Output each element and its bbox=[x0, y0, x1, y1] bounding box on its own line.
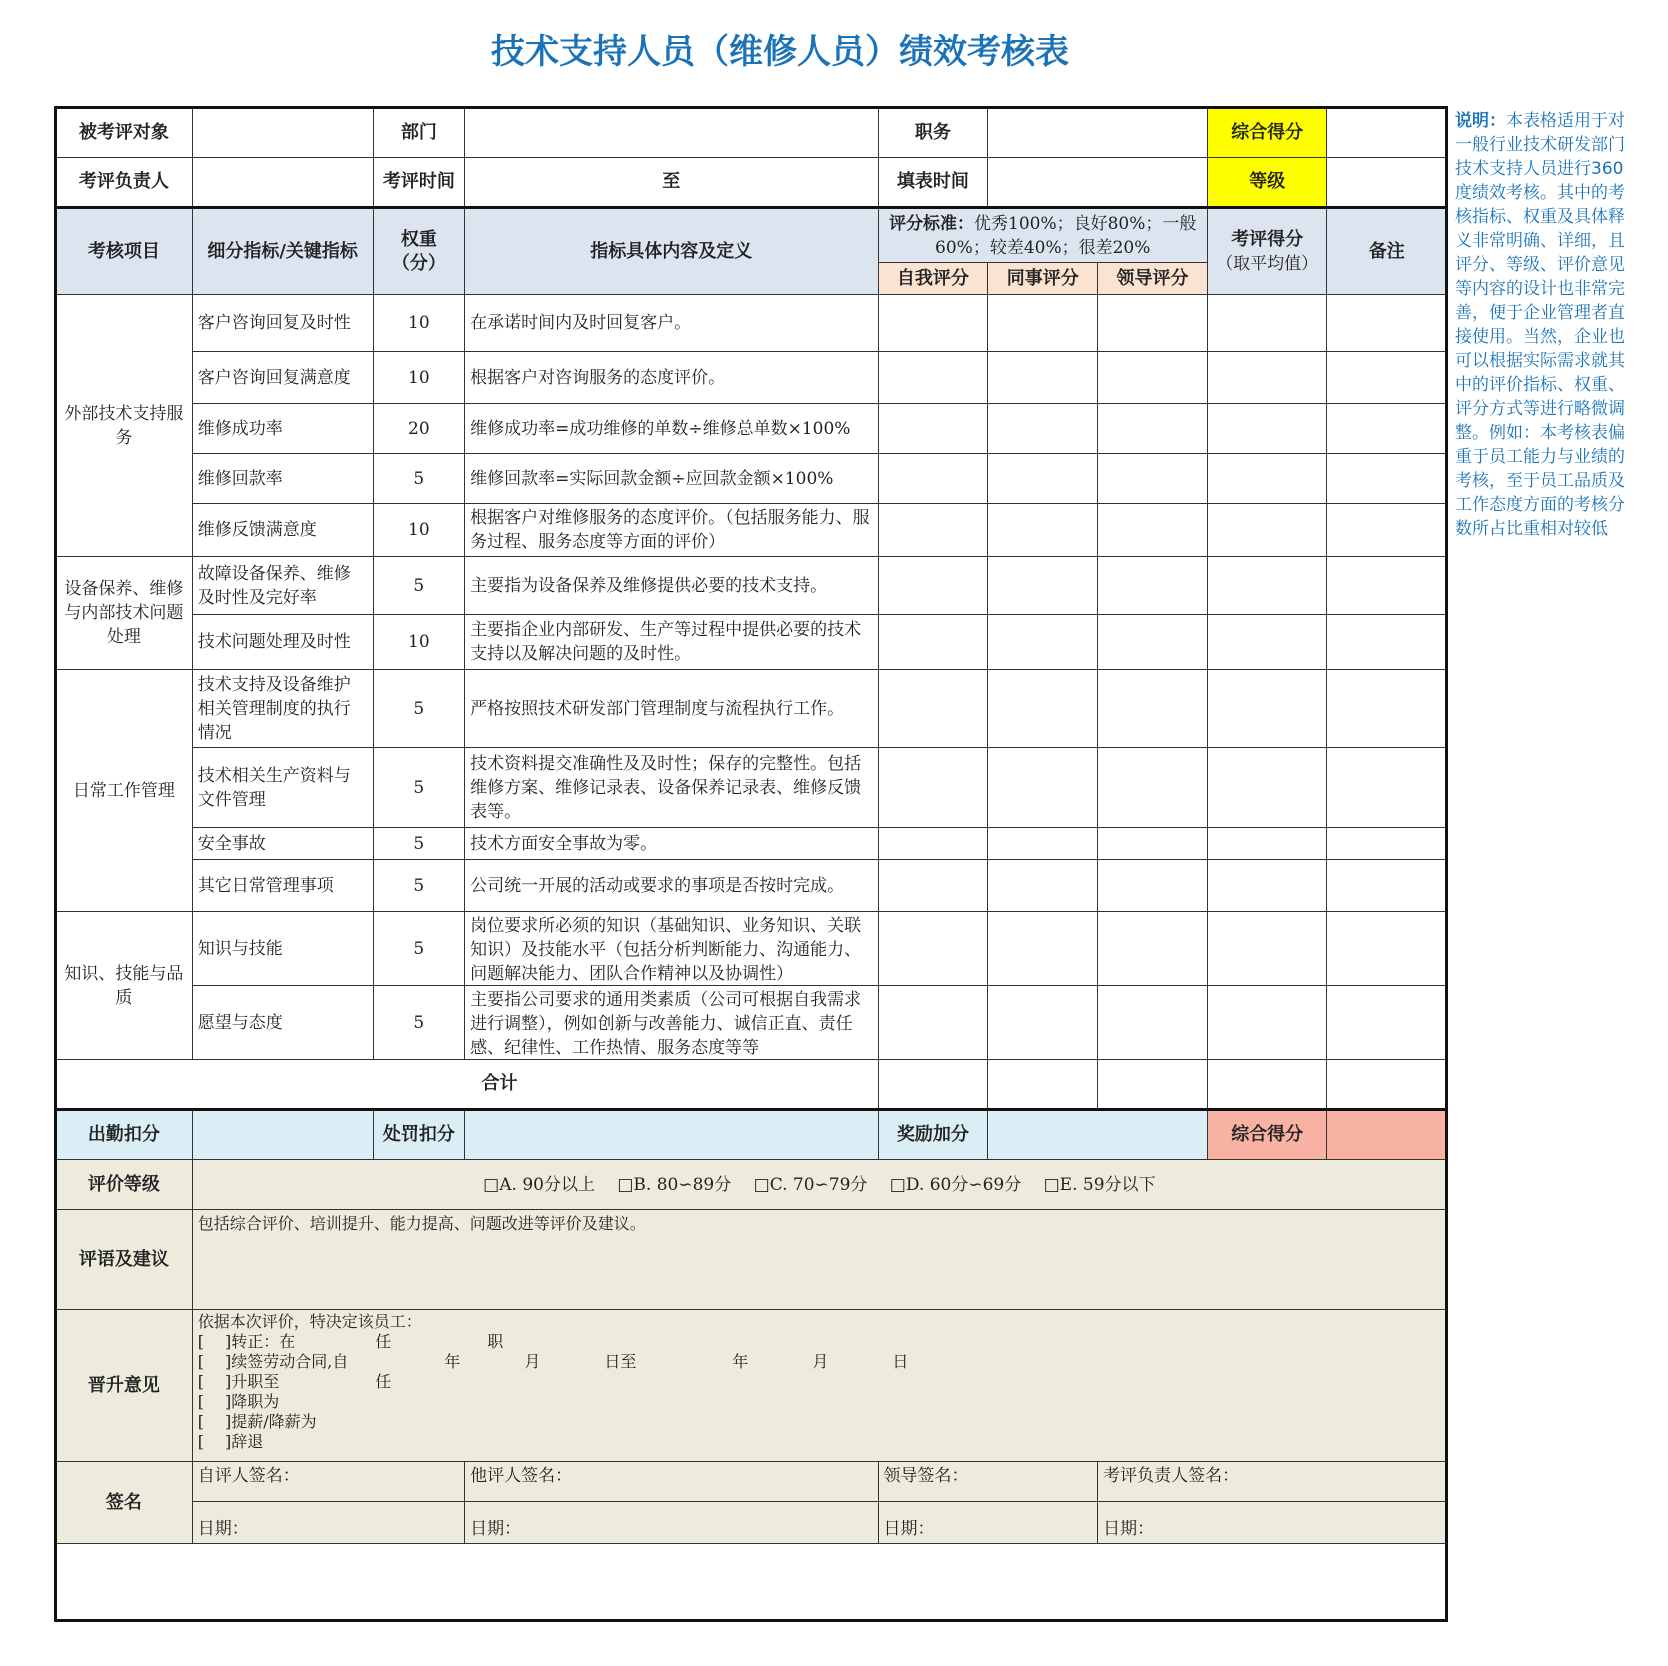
remark-cell[interactable] bbox=[1327, 670, 1447, 748]
eval-time-field[interactable]: 至 bbox=[465, 158, 878, 208]
indicator-definition-text: 技术方面安全事故为零。 bbox=[470, 833, 658, 854]
peer-score-cell[interactable] bbox=[988, 828, 1098, 860]
indicator-name: 维修成功率 bbox=[192, 404, 373, 454]
peer-score-cell[interactable] bbox=[988, 295, 1098, 352]
indicator-definition-text: 主要指为设备保养及维修提供必要的技术支持。 bbox=[470, 575, 828, 596]
indicator-weight: 5 bbox=[373, 557, 465, 615]
remark-cell[interactable] bbox=[1327, 404, 1447, 454]
remark-cell[interactable] bbox=[1327, 615, 1447, 670]
total-label: 合计 bbox=[56, 1060, 879, 1110]
indicator-definition-text: 岗位要求所必须的知识（基础知识、业务知识、关联知识）及技能水平（包括分析判断能力、沟通能力、问题解决能力、团队合作精神以及协调性） bbox=[470, 916, 862, 983]
fill-time-field[interactable] bbox=[988, 158, 1208, 208]
indicator-weight: 5 bbox=[373, 454, 465, 504]
col-definition: 指标具体内容及定义 bbox=[465, 208, 878, 295]
self-score-cell[interactable] bbox=[878, 295, 988, 352]
col-score bbox=[1207, 208, 1327, 295]
indicator-definition bbox=[465, 295, 878, 352]
indicator-weight: 20 bbox=[373, 404, 465, 454]
avg-score-cell[interactable] bbox=[1207, 828, 1327, 860]
promotion-renew[interactable]: [ ]续签劳动合同,自 年 月 日至 年 月 日 bbox=[197, 1352, 909, 1371]
remark-cell[interactable] bbox=[1327, 454, 1447, 504]
comments-field[interactable]: 包括综合评价、培训提升、能力提高、问题改进等评价及建议。 bbox=[192, 1210, 1446, 1310]
avg-score-cell[interactable] bbox=[1207, 295, 1327, 352]
avg-score-cell[interactable] bbox=[1207, 748, 1327, 828]
total-remark[interactable] bbox=[1327, 1060, 1447, 1110]
leader-score-cell[interactable] bbox=[1098, 404, 1208, 454]
remark-cell[interactable] bbox=[1327, 352, 1447, 404]
indicator-definition-text: 主要指公司要求的通用类素质（公司可根据自我需求进行调整），例如创新与改善能力、诚信正直、责任感、纪律性、工作热情、服务态度等等 bbox=[470, 990, 862, 1057]
indicator-definition-text: 技术资料提交准确性及及时性；保存的完整性。包括维修方案、维修记录表、设备保养记录表、维修反馈表等。 bbox=[470, 753, 862, 822]
indicator-name: 安全事故 bbox=[192, 828, 373, 860]
indicator-definition bbox=[465, 352, 878, 404]
leader-score-cell[interactable] bbox=[1098, 986, 1208, 1060]
owner-date[interactable]: 日期： bbox=[1098, 1502, 1447, 1544]
col-score-title: 考评得分 bbox=[1231, 228, 1304, 250]
attendance-label: 出勤扣分 bbox=[56, 1110, 193, 1160]
leader-date[interactable]: 日期： bbox=[878, 1502, 1098, 1544]
note-label: 说明： bbox=[1455, 111, 1506, 131]
promotion-demote[interactable]: [ ]降职为 bbox=[197, 1392, 280, 1411]
group-name: 知识、技能与品质 bbox=[56, 912, 193, 1060]
owner-label: 考评负责人 bbox=[56, 158, 193, 208]
indicator-definition bbox=[465, 912, 878, 986]
leader-score-cell[interactable] bbox=[1098, 670, 1208, 748]
indicator-name: 技术相关生产资料与文件管理 bbox=[192, 748, 373, 828]
indicator-weight: 5 bbox=[373, 670, 465, 748]
self-score-cell[interactable] bbox=[878, 454, 988, 504]
group-name: 日常工作管理 bbox=[56, 670, 193, 912]
indicator-name: 维修回款率 bbox=[192, 454, 373, 504]
dept-label: 部门 bbox=[373, 108, 465, 158]
indicator-row bbox=[56, 404, 1447, 454]
peer-score-cell[interactable] bbox=[988, 670, 1098, 748]
adjusted-score-field[interactable] bbox=[1327, 1110, 1447, 1160]
indicator-definition bbox=[465, 615, 878, 670]
peer-score-cell[interactable] bbox=[988, 986, 1098, 1060]
indicator-weight: 10 bbox=[373, 352, 465, 404]
remark-cell[interactable] bbox=[1327, 504, 1447, 557]
total-score-label: 综合得分 bbox=[1207, 108, 1327, 158]
adjusted-score-label: 综合得分 bbox=[1207, 1110, 1327, 1160]
self-signature[interactable]: 自评人签名： bbox=[192, 1462, 464, 1502]
avg-score-cell[interactable] bbox=[1207, 860, 1327, 912]
col-leader: 领导评分 bbox=[1098, 263, 1208, 295]
indicator-row bbox=[56, 748, 1447, 828]
remark-cell[interactable] bbox=[1327, 912, 1447, 986]
total-score[interactable] bbox=[1207, 1060, 1327, 1110]
peer-score-cell[interactable] bbox=[988, 860, 1098, 912]
signature-label: 签名 bbox=[56, 1462, 193, 1544]
position-field[interactable] bbox=[988, 108, 1208, 158]
rating-label: 评价等级 bbox=[56, 1160, 193, 1210]
leader-score-cell[interactable] bbox=[1098, 748, 1208, 828]
indicator-definition-text: 维修成功率=成功维修的单数÷维修总单数×100% bbox=[470, 418, 851, 439]
owner-field[interactable] bbox=[192, 158, 373, 208]
promotion-salary[interactable]: [ ]提薪/降薪为 bbox=[197, 1412, 317, 1431]
scoring-standard bbox=[878, 208, 1207, 263]
self-score-cell[interactable] bbox=[878, 986, 988, 1060]
col-self: 自我评分 bbox=[878, 263, 988, 295]
indicator-row bbox=[56, 352, 1447, 404]
indicator-definition-text: 在承诺时间内及时回复客户。 bbox=[470, 313, 692, 333]
indicator-name: 技术支持及设备维护相关管理制度的执行情况 bbox=[192, 670, 373, 748]
indicator-weight: 5 bbox=[373, 748, 465, 828]
indicator-weight: 10 bbox=[373, 615, 465, 670]
indicator-name: 客户咨询回复及时性 bbox=[192, 295, 373, 352]
col-weight: 权重（分） bbox=[373, 208, 465, 295]
indicator-definition bbox=[465, 454, 878, 504]
note-text: 本表格适用于对一般行业技术研发部门技术支持人员进行360度绩效考核。其中的考核指标、权重及具体释义非常明确、详细，且评分、等级、评价意见等内容的设计也非常完善，便于企业管理者直接使用。当然，企业也可以根据实际需求就其中的评价指标、权重、评分方式等进行略微调整。例如：本考核表偏重于员工能力与业绩的考核，至于员工品质及工作态度方面的考核分数所占比重相对较低 bbox=[1455, 111, 1625, 539]
appraisal-table bbox=[55, 107, 1447, 1544]
indicator-definition-text: 严格按照技术研发部门管理制度与流程执行工作。 bbox=[470, 698, 845, 719]
indicator-definition-text: 根据客户对维修服务的态度评价。（包括服务能力、服务过程、服务态度等方面的评价） bbox=[470, 508, 870, 552]
comments-label: 评语及建议 bbox=[56, 1210, 193, 1310]
leader-score-cell[interactable] bbox=[1098, 912, 1208, 986]
col-remark: 备注 bbox=[1327, 208, 1447, 295]
self-score-cell[interactable] bbox=[878, 504, 988, 557]
dept-field[interactable] bbox=[465, 108, 878, 158]
peer-score-cell[interactable] bbox=[988, 404, 1098, 454]
indicator-row bbox=[56, 295, 1447, 352]
total-peer[interactable] bbox=[988, 1060, 1098, 1110]
indicator-definition bbox=[465, 670, 878, 748]
leader-score-cell[interactable] bbox=[1098, 352, 1208, 404]
avg-score-cell[interactable] bbox=[1207, 504, 1327, 557]
peer-score-cell[interactable] bbox=[988, 454, 1098, 504]
leader-score-cell[interactable] bbox=[1098, 557, 1208, 615]
remark-cell[interactable] bbox=[1327, 748, 1447, 828]
leader-score-cell[interactable] bbox=[1098, 295, 1208, 352]
self-score-cell[interactable] bbox=[878, 615, 988, 670]
avg-score-cell[interactable] bbox=[1207, 912, 1327, 986]
position-label: 职务 bbox=[878, 108, 988, 158]
self-score-cell[interactable] bbox=[878, 912, 988, 986]
indicator-definition bbox=[465, 828, 878, 860]
col-indicator: 细分指标/关键指标 bbox=[192, 208, 373, 295]
bonus-label: 奖励加分 bbox=[878, 1110, 988, 1160]
self-score-cell[interactable] bbox=[878, 748, 988, 828]
indicator-row bbox=[56, 828, 1447, 860]
peer-score-cell[interactable] bbox=[988, 557, 1098, 615]
peer-date[interactable]: 日期： bbox=[465, 1502, 878, 1544]
indicator-definition bbox=[465, 504, 878, 557]
promotion-promote[interactable]: [ ]升职至 任 bbox=[197, 1372, 392, 1391]
indicator-weight: 5 bbox=[373, 986, 465, 1060]
remark-cell[interactable] bbox=[1327, 986, 1447, 1060]
leader-score-cell[interactable] bbox=[1098, 504, 1208, 557]
rating-options[interactable]: □A. 90分以上 □B. 80∽89分 □C. 70∽79分 □D. 60分∽69分 □E. 59分以下 bbox=[192, 1160, 1446, 1210]
indicator-name: 维修反馈满意度 bbox=[192, 504, 373, 557]
indicator-rows bbox=[56, 295, 1447, 1060]
indicator-definition-text: 主要指企业内部研发、生产等过程中提供必要的技术支持以及解决问题的及时性。 bbox=[470, 620, 862, 664]
peer-score-cell[interactable] bbox=[988, 352, 1098, 404]
bonus-field[interactable] bbox=[988, 1110, 1208, 1160]
total-leader[interactable] bbox=[1098, 1060, 1208, 1110]
penalty-field[interactable] bbox=[465, 1110, 878, 1160]
peer-score-cell[interactable] bbox=[988, 912, 1098, 986]
indicator-definition-text: 根据客户对咨询服务的态度评价。 bbox=[470, 367, 726, 388]
indicator-definition bbox=[465, 986, 878, 1060]
indicator-row bbox=[56, 912, 1447, 986]
indicator-row bbox=[56, 986, 1447, 1060]
self-score-cell[interactable] bbox=[878, 670, 988, 748]
avg-score-cell[interactable] bbox=[1207, 404, 1327, 454]
indicator-definition-text: 公司统一开展的活动或要求的事项是否按时完成。 bbox=[470, 875, 845, 896]
avg-score-cell[interactable] bbox=[1207, 670, 1327, 748]
indicator-weight: 10 bbox=[373, 504, 465, 557]
avg-score-cell[interactable] bbox=[1207, 352, 1327, 404]
promotion-field[interactable] bbox=[192, 1310, 1446, 1462]
peer-signature[interactable]: 他评人签名： bbox=[465, 1462, 878, 1502]
indicator-row bbox=[56, 860, 1447, 912]
indicator-row bbox=[56, 454, 1447, 504]
indicator-row bbox=[56, 670, 1447, 748]
self-score-cell[interactable] bbox=[878, 557, 988, 615]
total-self[interactable] bbox=[878, 1060, 988, 1110]
indicator-weight: 5 bbox=[373, 912, 465, 986]
avg-score-cell[interactable] bbox=[1207, 986, 1327, 1060]
peer-score-cell[interactable] bbox=[988, 504, 1098, 557]
indicator-definition bbox=[465, 860, 878, 912]
indicator-row bbox=[56, 504, 1447, 557]
indicator-weight: 5 bbox=[373, 828, 465, 860]
indicator-definition-text: 维修回款率=实际回款金额÷应回款金额×100% bbox=[470, 468, 834, 489]
subject-label: 被考评对象 bbox=[56, 108, 193, 158]
avg-score-cell[interactable] bbox=[1207, 557, 1327, 615]
promotion-intro: 依据本次评价，特决定该员工： bbox=[197, 1312, 422, 1331]
indicator-name: 其它日常管理事项 bbox=[192, 860, 373, 912]
owner-signature[interactable]: 考评负责人签名： bbox=[1098, 1462, 1447, 1502]
peer-score-cell[interactable] bbox=[988, 615, 1098, 670]
fill-time-label: 填表时间 bbox=[878, 158, 988, 208]
instructions-note bbox=[1455, 109, 1635, 579]
page-title: 技术支持人员（维修人员）绩效考核表 bbox=[491, 32, 1069, 72]
total-score-field[interactable] bbox=[1327, 108, 1447, 158]
standard-text: 优秀100%；良好80%；一般60%；较差40%；很差20% bbox=[935, 213, 1197, 258]
self-score-cell[interactable] bbox=[878, 860, 988, 912]
promotion-dismiss[interactable]: [ ]辞退 bbox=[197, 1432, 264, 1451]
penalty-label: 处罚扣分 bbox=[373, 1110, 465, 1160]
remark-cell[interactable] bbox=[1327, 828, 1447, 860]
indicator-definition bbox=[465, 404, 878, 454]
leader-score-cell[interactable] bbox=[1098, 454, 1208, 504]
indicator-row bbox=[56, 615, 1447, 670]
col-item: 考核项目 bbox=[56, 208, 193, 295]
indicator-weight: 5 bbox=[373, 860, 465, 912]
self-score-cell[interactable] bbox=[878, 404, 988, 454]
indicator-definition bbox=[465, 557, 878, 615]
indicator-row bbox=[56, 557, 1447, 615]
indicator-name: 技术问题处理及时性 bbox=[192, 615, 373, 670]
indicator-weight: 10 bbox=[373, 295, 465, 352]
subject-field[interactable] bbox=[192, 108, 373, 158]
promotion-label: 晋升意见 bbox=[56, 1310, 193, 1462]
promotion-confirm[interactable]: [ ]转正：在 任 职 bbox=[197, 1332, 504, 1351]
grade-field[interactable] bbox=[1327, 158, 1447, 208]
indicator-name: 知识与技能 bbox=[192, 912, 373, 986]
self-score-cell[interactable] bbox=[878, 352, 988, 404]
eval-time-label: 考评时间 bbox=[373, 158, 465, 208]
col-peer: 同事评分 bbox=[988, 263, 1098, 295]
leader-score-cell[interactable] bbox=[1098, 860, 1208, 912]
indicator-definition bbox=[465, 748, 878, 828]
group-name: 外部技术支持服务 bbox=[56, 295, 193, 557]
self-score-cell[interactable] bbox=[878, 828, 988, 860]
indicator-name: 客户咨询回复满意度 bbox=[192, 352, 373, 404]
standard-label: 评分标准： bbox=[889, 213, 975, 234]
grade-label: 等级 bbox=[1207, 158, 1327, 208]
col-score-sub: （取平均值） bbox=[1216, 253, 1319, 274]
indicator-name: 愿望与态度 bbox=[192, 986, 373, 1060]
avg-score-cell[interactable] bbox=[1207, 615, 1327, 670]
avg-score-cell[interactable] bbox=[1207, 454, 1327, 504]
indicator-name: 故障设备保养、维修及时性及完好率 bbox=[192, 557, 373, 615]
peer-score-cell[interactable] bbox=[988, 748, 1098, 828]
leader-score-cell[interactable] bbox=[1098, 615, 1208, 670]
remark-cell[interactable] bbox=[1327, 860, 1447, 912]
remark-cell[interactable] bbox=[1327, 557, 1447, 615]
remark-cell[interactable] bbox=[1327, 295, 1447, 352]
leader-score-cell[interactable] bbox=[1098, 828, 1208, 860]
group-name: 设备保养、维修与内部技术问题处理 bbox=[56, 557, 193, 670]
leader-signature[interactable]: 领导签名： bbox=[878, 1462, 1098, 1502]
attendance-field[interactable] bbox=[192, 1110, 373, 1160]
self-date[interactable]: 日期： bbox=[192, 1502, 464, 1544]
